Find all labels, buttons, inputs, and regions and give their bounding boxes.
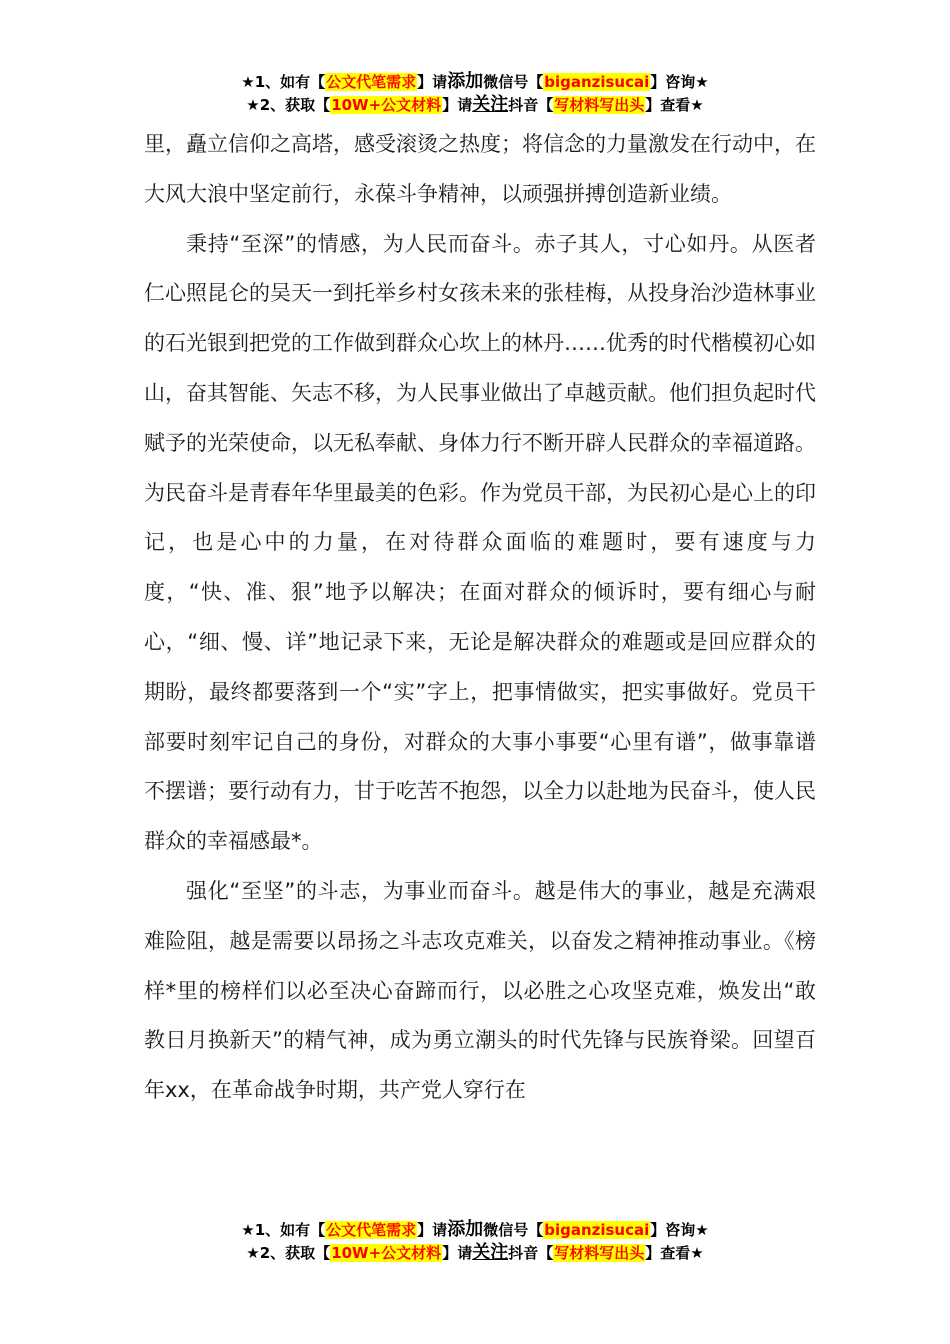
header-banner [0, 70, 950, 116]
banner-text: 】请 [417, 73, 448, 91]
banner-text: 】请 [442, 1244, 473, 1262]
banner-line-2 [0, 93, 950, 116]
banner-text: 微信号【 [483, 1221, 544, 1239]
banner-line-2 [0, 1241, 950, 1264]
banner-highlight: 公文代笔需求 [326, 1221, 417, 1239]
banner-emphasis: 添加 [447, 1219, 484, 1240]
banner-text: ★1、如有【 [241, 73, 326, 91]
banner-text: 抖音【 [508, 96, 554, 114]
banner-highlight: biganzisucai [544, 1221, 650, 1239]
document-body [144, 120, 816, 1116]
banner-emphasis: 关注 [472, 94, 509, 115]
banner-text: 】查看★ [645, 1244, 704, 1262]
banner-line-1 [0, 70, 950, 93]
banner-emphasis: 关注 [472, 1242, 509, 1263]
paragraph: 秉持“至深”的情感，为人民而奋斗。赤子其人，寸心如丹。从医者仁心照昆仑的吴天一到托举乡村女孩未来的张桂梅，从投身治沙造林事业的石光银到把党的工作做到群众心坎上的林丹……优秀的时代楷模初心如山，奋其智能、矢志不移，为人民事业做出了卓越贡献。他们担负起时代赋予的光荣使命，以无私奉献、身体力行不断开辟人民群众的幸福道路。为民奋斗是青春年华里最美的色彩。作为党员干部，为民初心是心上的印记，也是心中的力量，在对待群众面临的难题时，要有速度与力度，“快、准、狠”地予以解决；在面对群众的倾诉时，要有细心与耐心，“细、慢、详”地记录下来，无论是解决群众的难题或是回应群众的期盼，最终都要落到一个“实”字上，把事情做实，把实事做好。党员干部要时刻牢记自己的身份，对群众的大事小事要“心里有谱”，做事靠谱不摆谱；要行动有力，甘于吃苦不抱怨，以全力以赴地为民奋斗，使人民群众的幸福感最*。 [144, 231, 816, 854]
banner-text: ★1、如有【 [241, 1221, 326, 1239]
banner-emphasis: 添加 [447, 71, 484, 92]
banner-highlight: 写材料写出头 [554, 1244, 645, 1262]
banner-text: 】咨询★ [650, 1221, 709, 1239]
banner-text: 】请 [442, 96, 473, 114]
banner-highlight: 公文代笔需求 [326, 73, 417, 91]
banner-text: ★2、获取【 [246, 1244, 331, 1262]
banner-text: ★2、获取【 [246, 96, 331, 114]
paragraph: 强化“至坚”的斗志，为事业而奋斗。越是伟大的事业，越是充满艰难险阻，越是需要以昂扬之斗志攻克难关，以奋发之精神推动事业。《榜样*里的榜样们以必至决心奋蹄而行，以必胜之心攻坚克难，焕发出“敢教日月换新天”的精气神，成为勇立潮头的时代先锋与民族脊梁。回望百年xx，在革命战争时期，共产党人穿行在 [144, 878, 816, 1103]
banner-text: 抖音【 [508, 1244, 554, 1262]
banner-highlight: 10W+公文材料 [331, 1244, 442, 1262]
banner-text: 微信号【 [483, 73, 544, 91]
footer-banner [0, 1218, 950, 1264]
banner-line-1 [0, 1218, 950, 1241]
banner-text: 】请 [417, 1221, 448, 1239]
banner-highlight: 写材料写出头 [554, 96, 645, 114]
banner-highlight: biganzisucai [544, 73, 650, 91]
banner-text: 】咨询★ [650, 73, 709, 91]
paragraph: 里，矗立信仰之高塔，感受滚烫之热度；将信念的力量激发在行动中，在大风大浪中坚定前行，永葆斗争精神，以顽强拼搏创造新业绩。 [144, 132, 816, 206]
banner-text: 】查看★ [645, 96, 704, 114]
banner-highlight: 10W+公文材料 [331, 96, 442, 114]
